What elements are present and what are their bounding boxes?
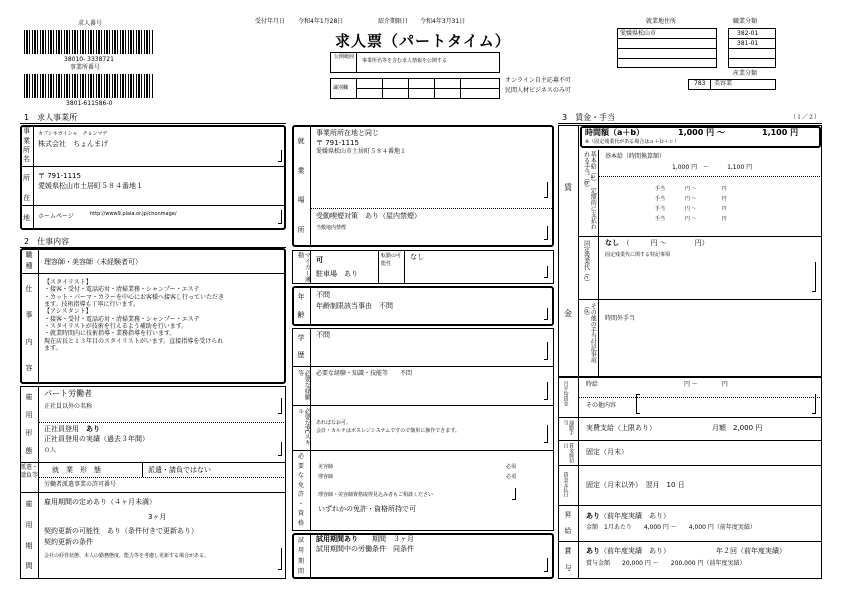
smoking-note: 当敷地内禁煙 [316,225,347,231]
fixed-ot-value: なし [605,239,619,247]
office-address: 愛媛県松山市土居町５８４番地１ [38,182,143,190]
employment-type: パート労働者 [44,389,92,398]
car-label: マイカー通勤 [296,252,311,282]
place-postal: 〒 791-1115 [316,139,359,147]
occupation-class-label: 職業分類 [733,18,758,25]
job-number-barcode [24,30,154,54]
page-title: 求人票（パートタイム） [335,32,511,50]
fixed-pay-label: 基本給（a） 定額的に支払われる手当（b） [582,151,597,230]
base-pay-range: 1,000 円 〜 1,100 円 [672,164,753,171]
office-name-label: 事 業 所 名 [23,127,30,163]
raise-amount: 金額 1月あたり 4,000 円 〜 4,000 円（前年度実績） [586,524,756,531]
license-2: 理容師 [318,474,334,480]
section-3-title: 3 賃金・手当 [562,113,616,122]
dispatch-label: 派遣・請負等 [20,464,39,479]
fixed-ot-note: 固定残業代に関する特記事項 [605,252,671,258]
regular-value: あり [86,425,100,433]
trial-period: 期間 ３ヶ月 [372,535,414,543]
place-address: 愛媛県松山市土居町５８４番地１ [316,148,407,155]
age-reason: 年齢制限該当事由 不問 [316,302,393,310]
job-type: 理容師・美容師（未経験者可） [44,258,142,266]
age-value: 不問 [316,291,330,299]
dispatch-form-label: 就 業 形 態 [52,466,101,474]
employment-name: 正社員以外の名称 [44,403,93,410]
monthly-range: 円 〜 円 [684,381,728,388]
disclosure-label: 公開範囲 [334,54,355,60]
regular-record: 正社員登用の実績（過去３年間） [44,435,149,443]
page-number: （１／２） [790,114,821,121]
received-label: 受付年月日 [255,18,286,25]
license-1-required: 必須 [506,464,517,470]
education-value: 不問 [316,331,330,339]
hourly-wage-label: 時間額（a＋b） [585,128,645,137]
homepage-url[interactable]: http://www9.plala.or.jp/chonmage/ [90,211,177,217]
allowance-row-3: 手当 円 〜 円 [655,206,727,212]
office-number: 3801-611586-0 [66,100,113,107]
work-content-label: 仕 事 内 容 [25,284,33,373]
regular-count: ０人 [44,447,57,454]
deadline-date: 令和4年3月31日 [420,18,466,25]
license-label: 必 要 な 免 許 ・ 資 格 [297,453,304,527]
dispatch-permit: 労働者派遣事業の許可番号 [44,481,117,488]
raise-label: 昇 給 [564,510,572,535]
renewal-cond: 会社の経営状態、本人の勤務態度，能力等を考慮し更新する場合がある。 [44,553,210,559]
regular-label: 正社員登用 [44,425,79,433]
bonus-amount: 賞与金額 20,000 円 〜 200,000 円（前年度実績） [586,560,746,567]
car-value: 可 [316,256,323,264]
industry-name: 美容業 [714,80,733,87]
education-label: 学 歴 [297,334,305,360]
identify-label: 識別欄 [333,85,349,91]
wage-side-label: 賃 金 [564,183,572,318]
monthly-hourly: 時給 [586,381,599,388]
pc-skill-text: あればなお可。 会計・カルテはポスレジシステムですので簡単に操作できます。 [316,420,460,434]
work-location: 愛媛県松山市 [620,30,657,37]
industry-code: 783 [694,80,706,87]
trial-label: 試 用 期 間 [297,536,304,575]
occupation-class-2: 381-01 [737,40,759,47]
period-length: 3ヶ月 [148,513,167,521]
license-any: いずれかの免許・資格所持で可 [318,505,416,513]
employment-label: 雇 用 形 態 [25,392,33,455]
occupation-class-1: 382-01 [737,30,759,37]
commute-label: 通勤手当 [562,420,574,435]
transfer-label: 転勤の可能性 [381,253,402,267]
allowance-row-4: 手当 円 〜 円 [655,216,727,222]
parking: 駐車場 あり [316,270,358,278]
online-note-1: オンライン自主応募不可 [505,77,571,84]
allowance-row-1: 手当 円 〜 円 [655,186,727,192]
commute-max: 月額 2,000 円 [712,424,763,432]
allowance-row-2: 手当 円 〜 円 [655,196,727,202]
base-pay-title: 基本給（時間換算額） [605,153,666,160]
work-content: 【スタイリスト】 ・接客・受付・電話応対・清掃業務・シャンプー・エステ ・カット・パーマ・カラーを中心にお客様へ接客し行っていただき ます。技術指導も丁寧に行います。 【アシスタント】 ・接客・受付・電話応対・清掃業務・シャンプー・エステ ・スタイリストが技術を行えるよう補助を行います。 ・就業時間内に技術指導・業務指導を行います。 現在店長と１３年目のスタイリストがいます。直接指導を受けられ ます。 [44,279,224,352]
license-1: 美容師 [318,464,334,470]
place-label: 就 業 場 所 [297,137,305,234]
other-allowance-label: その他の手当付記事項（d） [582,303,597,363]
period-label: 雇 用 期 間 [25,500,33,571]
raise-value: あり [586,512,600,520]
company-name: 株式会社 ちょんまげ [38,140,108,148]
hourly-wage-min: 1,000 円 〜 [678,128,725,137]
dispatch-value: 派遣・請負ではない [148,466,211,474]
smoking-policy: 受動喫煙対策 あり（屋内禁煙） [316,212,421,220]
office-postal: 〒 791-1115 [38,172,81,180]
payday-label: 賃金支払日 [562,472,569,497]
job-number: 38010- 3338721 [64,56,114,63]
raise-note: （前年度実績 あり） [600,512,670,520]
experience-text: 必要な経験・知識・技能等 不問 [316,370,413,377]
industry-class-label: 産業分類 [733,70,758,77]
hourly-wage-max: 1,100 円 [762,128,799,137]
deadline-label: 紹介期限日 [378,18,409,25]
pc-skill-label: 必要なPCスキル [296,408,311,446]
bonus-value: あり [586,547,600,555]
bonus-note: （前年度実績 あり） [600,547,670,555]
closing-label: 賃金締切日 [562,443,574,463]
company-kana: カブシキガイシャ チョンマゲ [38,131,108,137]
office-address-label: 所 在 地 [23,173,30,222]
commute-value: 実費支給（上限あり） [586,424,656,432]
online-note-2: 民間人材ビジネスのみ可 [505,87,571,94]
license-note: 理容師・美容師資格取得見込み者もご相談ください [318,492,434,498]
disclosure-value: 事業所名等を含む求人情報を公開する [362,58,448,64]
monthly-wage-label: 月平均賃金 [562,381,569,406]
experience-label: 必要な経験等 [296,370,311,400]
wage-note: ※（固定残業代がある場合はａ＋ｂ＋ｃ） [585,139,680,145]
section-2-title: 2 仕事内容 [24,237,70,246]
license-2-required: 必須 [506,474,517,480]
place-same: 事業所所在地と同じ [316,129,379,137]
payday-value: 固定（月末以外） 翌月 10 日 [586,481,685,489]
fixed-ot-label: 固定残業代（c） [582,240,590,286]
homepage-label: ホームページ [38,213,74,220]
office-number-barcode [24,74,154,98]
trial-cond: 試用期間中の労働条件 同条件 [316,545,414,553]
renewal: 契約更新の可能性 あり（条件付きで更新あり） [44,527,198,535]
age-label: 年 齢 [297,292,305,319]
bonus-label: 賞 与 [564,547,572,573]
trial-value: 試用期間あり [316,535,358,543]
period-value: 雇用期間の定めあり（４ヶ月未満） [44,498,156,506]
job-type-label: 職 種 [25,251,33,271]
office-number-label: 事業所番号 [70,64,101,71]
closing-value: 固定（月末） [586,448,628,456]
received-date: 令和4年1月28日 [298,18,344,25]
job-number-label: 求人番号 [78,20,103,27]
bonus-times: 年２回（前年度実績） [716,547,786,555]
monthly-other: その他内容 [586,402,617,409]
transfer-value: なし [410,253,424,261]
renewal-cond-label: 契約更新の条件 [44,538,93,546]
section-1-title: 1 求人事業所 [24,113,78,122]
work-location-label: 就業地住所 [646,18,677,25]
fixed-ot-range: （ 円 〜 円） [626,239,709,247]
other-allowance: 時間外手当 [605,315,636,322]
